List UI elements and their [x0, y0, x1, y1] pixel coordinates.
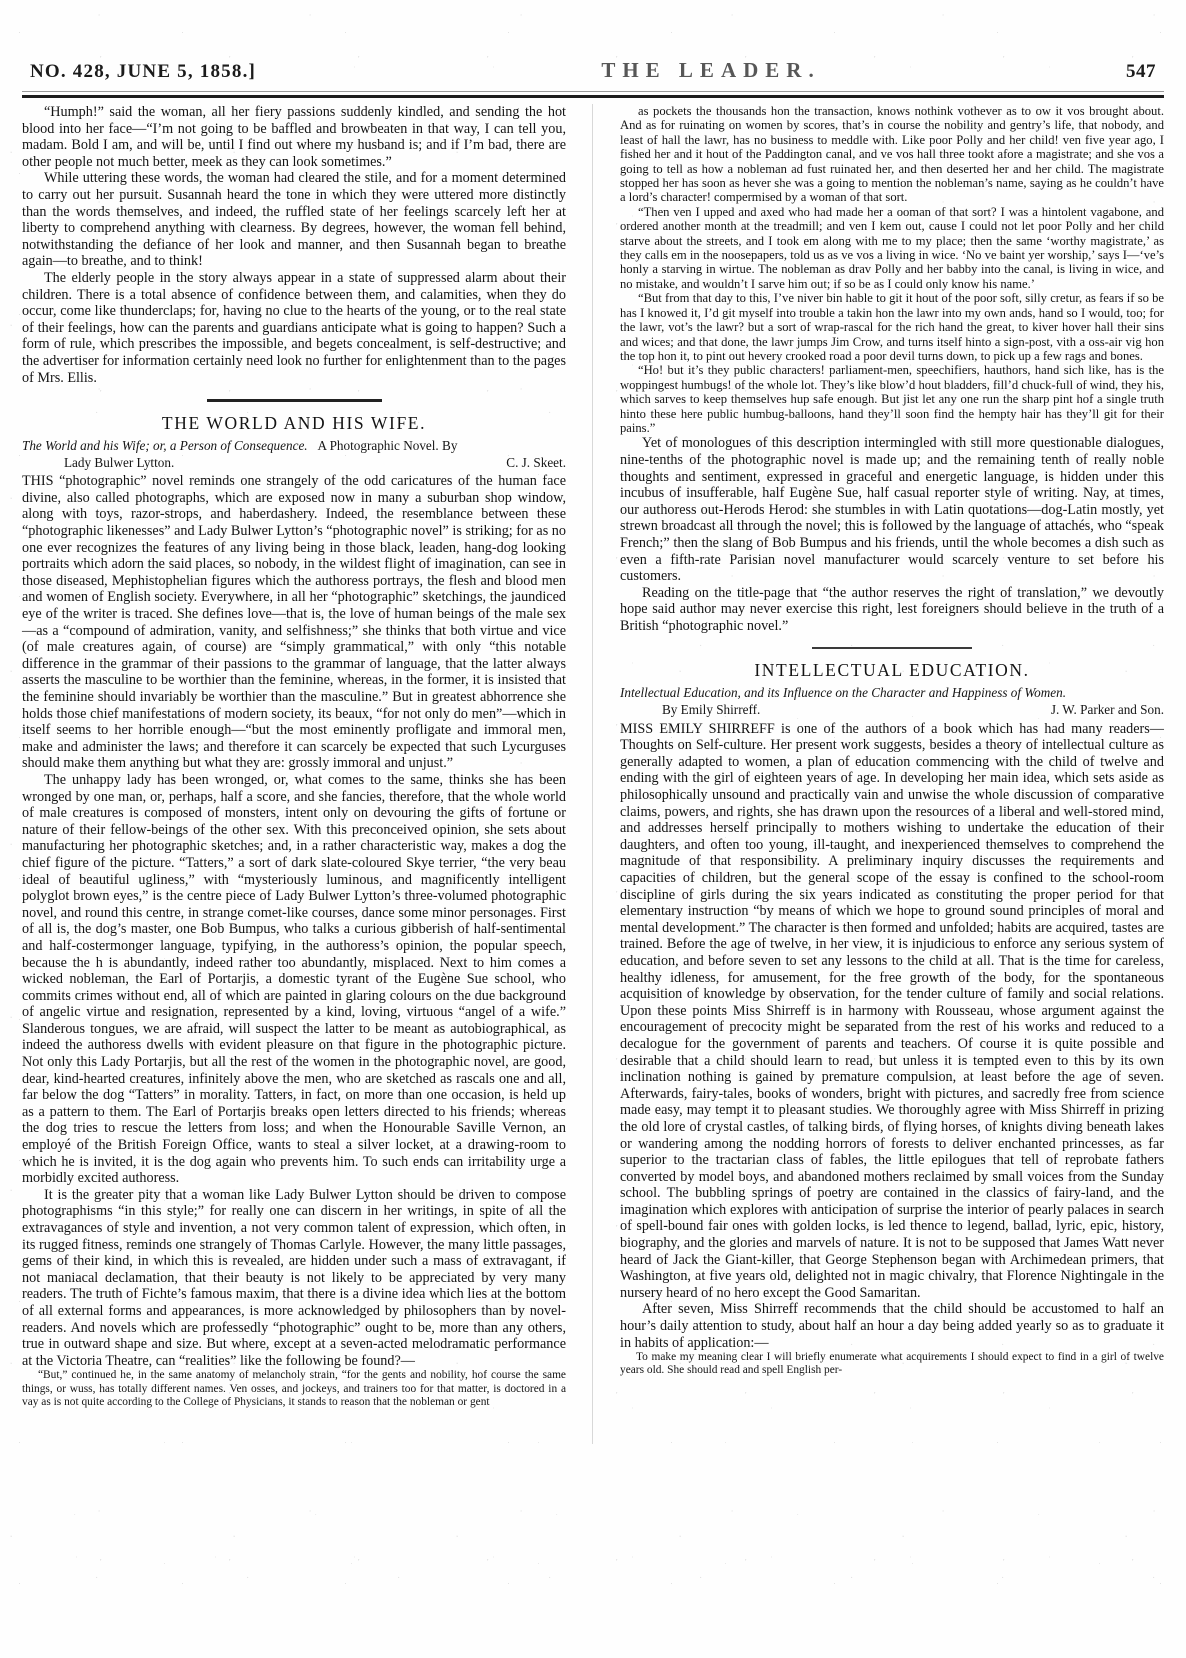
paragraph: Yet of monologues of this description intermingled with still more questionable dialogues, nine-tenths of the photographic novel is made up; and the remaining tenth of really noble thoughts and sentiment, expressed in graceful and energetic language, is hidden under this incubus of insufferable, half Eugène Sue, half casual reporter style of writing. Nay, at times, our authoress out-Herods Herod: she stumbles in with Latin quotations—dog-Latin mostly, yet strewn broadcast all through the novel; this is followed by the language of attachés, who “speak French;” then the slang of Bob Bumpus and his friends, until the whole becomes a dish such as even a fifth-rate Parisian novel manufacturer would scarcely venture to set before his customers. — [620, 435, 1164, 585]
quoted-passage: “But from that day to this, I’ve niver bin hable to git it hout of the poor soft, silly cretur, as fears if so be has I knowed it, I’d git myself into trouble a takin hon the lawr into my own ands, hand so I would, too; for the lawr, vot’s the lawr? but a sort of wrap-rascal for the rich hand the great, to kiver hover hall their sins and wices; and that done, the lawr jumps Jim Crow, and turns itself hinto a sign-post, vith a oss-air vig hon the top hon it, to pint out hevery crooked road a poor devil turns down, to pick up a few rags and bones. — [620, 291, 1164, 363]
paragraph: The unhappy lady has been wronged, or, what comes to the same, thinks she has been wronged by one man, or, perhaps, half a score, and she fancies, therefore, that the whole world of male creatures is composed of monsters, intent only on devouring the gifts of fortune or nature of their fellow-beings of the other sex. With this preconceived opinion, she sets about manufacturing her photographic sketches; and, in a rather characteristic way, makes a dog the chief figure of the picture. “Tatters,” a sort of dark slate-coloured Skye terrier, “the very beau ideal of beautiful ugliness,” with “mysteriously luminous, and magnificently intelligent polyglot brown eyes,” is the centre piece of Lady Bulwer Lytton’s three-volumed photographic novel, and round this centre, in strange comet-like courses, dance some minor personages. First of all is, the dog’s master, one Bob Bumpus, who talks a curious gibberish of half-sentimental and half-costermonger language, typifying, in the authoress’s opinion, the popular speech, because the h is abundantly, indeed rather too abundantly, misplaced. Next to him comes a wicked nobleman, the Earl of Portarjis, a domestic tyrant of the Eugène Sue school, who commits crimes without end, all of which are painted in glaring colours on the due background of angelic virtue and resignation, represented by a kind, loving, virtuous “angel of a wife.” Slanderous tongues, we are afraid, will suspect the latter to be meant as autobiographical, as indeed the authoress dwells with evident pleasure on that figure in the photographic picture. Not only this Lady Portarjis, but all the rest of the women in the photographic novel, are good, dear, kind-hearted creatures, infinitely above the men, who are sketched as rascals one and all, far below the dog “Tatters” in morality. Tatters, in fact, on more than one occasion, is held up as a pattern to them. The Earl of Portarjis breaks open letters directed to his friends; whereas the dog tries to rescue the letters from loss; and when the Honourable Saville Vernon, an employé of the British Foreign Office, wants to steal a silver locket, at a drawing-room to which he is invited, it is the dog again who prevents him. To such ends can irritability urge a morbidly excited authoress. — [22, 771, 566, 1187]
biblio-line — [22, 438, 566, 454]
quoted-passage: “Ho! but it’s they public characters! parliament-men, speechifiers, hauthors, hand sich like, has is the woppingest humbugs! of the whole lot. They’s like blow’d hout bladders, fill’d chuck-full of wind, they his, which sarves to keep themselves hup safe enough. But jist let any one run the sharp pint hof a single truth hinto these here public humbug-balloons, hand they’ll soon find the hempty hair has they’ll git for their pains.” — [620, 363, 1165, 435]
paragraph: THIS “photographic” novel reminds one strangely of the odd caricatures of the human face divine, also called photographs, which are exposed now in many a suburban shop window, along with toys, razor-strops, and haberdashery. Indeed, the resemblance between these “photographic likenesses” and Lady Bulwer Lytton’s “photographic novel” is striking; for as no one ever recognizes the features of any living being in those black, leaden, hang-dog looking portraits which adorn the said places, so nobody, in the wildest flight of imagination, can see in those diseased, Mephistophelian figures which the authoress portrays, the flesh and blood men and women of English society. Everywhere, in all her “photographic” sketchings, the jaundiced eye of the writer is traced. She defines love—that is, the love of human beings of the male sex—as a “compound of admiration, vanity, and selfishness;” she thinks that both virtue and vice (of male creatures again, of course) are “simply grammatical,” with only “this notable difference in the grammar of their passions to the grammar of language, that the latter always asserts the masculine to be worthier than the feminine, whereas, in the former, it is insisted that the feminine should invariably be worthier than the masculine.” But in greatest abhorrence she holds those chief manifestations of modern society, its beaux, “for not only do men”—which in itself seems to her horrible enough—“but the most eminently profligate and immoral men, make and administer the laws; and therefore it can scarcely be expected that such Lycurguses should make them anything but what they are: grossly immoral and unjust.” — [22, 473, 566, 772]
paragraph: MISS EMILY SHIRREFF is one of the authors of a book which has had many readers—Thoughts on Self-culture. Her present work suggests, besides a theory of intellectual culture as generally adapted to women, a plan of education commencing with the child of twelve and ending with the girl of eighteen years of age. In developing her main idea, which sets aside as philosophically unsound and practically vain and unwise the whole discussion of comparative claims, powers, and rights, she has drawn upon the resources of a liberal and well-stored mind, and addresses herself principally to mothers wishing to undertake the education of their daughters, and often too young, ill-taught, and inexperienced themselves to comprehend the magnitude of that responsibility. A preliminary inquiry discusses the requirements and capacities of children, but the general scope of the essay is confined to the school-room discipline of girls during the six years indicated as constituting the proper period for that elementary instruction “by means of which we hope to ground sound principles of moral and mental development.” The character is then formed and unfolded; habits are acquired, tastes are trained. Before the age of twelve, in her view, it is injudicious to enforce any serious system of education, and before seven to set any lessons to the child at all. That is the time for careless, healthy idleness, for amusement, for the free growth of the body, for the spontaneous acquisition of knowledge by observation, for the tender culture of family and social relations. Upon these points Miss Shirreff is in harmony with Rousseau, whose argument against the encouragement of precocity might be separated from the rest of his works and reduced to a decalogue for the government of parents and teachers. Of course it is quite possible and desirable that a child should learn to read, but unless it is tempted even to this by its own inclination nothing is gained by premature compulsion, at least before the age of seven. Afterwards, fairy-tales, books of wonders, bright with pictures, and sacredly free from science made easy, may tempt it to pleasant studies. We thoroughly agree with Miss Shirreff in prizing the old lore of crystal castles, of talking birds, of flying horses, of knights diving beneath lakes or wandering among the nodding horrors of forests to deliver enchanted princesses, as far superior to the tractarian class of fables, the little epilogues that tell of reprobate fathers converted by model boys, and abandoned mothers reclaimed by small voices from the Sunday school. The bubbling springs of poetry are contained in the classics of fairy-land, and the imagination which explores with anticipation of surprise the interior of pearly palaces in search of spell-bound fair ones with golden locks, is led thence to legend, ballad, lyric, epic, history, biography, and the glories and marvels of nature. It is not to be supposed that James Watt never heard of Jack the Giant-killer, that George Stephenson began with Archimedean primers, that Washington, at five years old, delighted not in magic chivalry, that Florence Nightingale in the nursery heard of no hero except the Good Samaritan. — [620, 720, 1164, 1301]
masthead-issue-line: NO. 428, JUNE 5, 1858.] — [30, 61, 257, 82]
paragraph: It is the greater pity that a woman like Lady Bulwer Lytton should be driven to compose photographisms “in this style;” for really one can discern in her writings, in spite of all the extravagances of style and invention, a not very common talent of expression, which often, in its rugged fitness, reminds one strangely of Thomas Carlyle. However, the many little passages, gems of their kind, in which this is revealed, are hidden under such a mass of extravagant, if not maniacal declamation, that their beauty is not likely to be appreciated by very many readers. The truth of Fichte’s famous maxim, that there is a divine idea which lies at the bottom of all external forms and appearances, is more acknowledged by philosophers than by novel-readers. And novels which are professedly “photographic” ought to be, more than any others, true in outward shape and size. But where, except at a seven-acted melodramatic performance at the Victoria Theatre, can “realities” like the following be found?— — [22, 1186, 566, 1369]
paragraph: Reading on the title-page that “the author reserves the right of translation,” we devoutly hope said author may never exercise this right, lest foreigners should believe in the truth of a British “photographic novel.” — [620, 584, 1164, 634]
biblio-author: By Emily Shirreff. — [662, 702, 761, 718]
column-left — [22, 104, 578, 1444]
paragraph: While uttering these words, the woman had cleared the stile, and for a moment determined to carry out her pursuit. Susannah heard the tone in which they were uttered more distinctly than the words themselves, and indeed, the ruffled state of her feelings scarcely left her at liberty to comprehend anything with clearness. By degrees, however, the woman fell behind, notwithstanding the defiance of her look and manner, and then Susannah began to breathe again—to breathe, and to think! — [22, 170, 566, 270]
quoted-passage: “But,” continued he, in the same anatomy of melancholy strain, “for the gents and nobility, hof course the same things, or wuss, has totally different names. Ven osses, and jockeys, and trainers too for that matter, is doctored in a vay as is not quite according to the College of Physicians, it stands to reason that the nobleman or gent — [22, 1369, 566, 1408]
masthead-publication-title: THE LEADER. — [601, 58, 821, 82]
masthead-page-number: 547 — [1126, 61, 1156, 82]
article-columns — [22, 104, 1164, 1444]
section-divider-rule — [207, 399, 382, 402]
biblio-author: Lady Bulwer Lytton. — [64, 454, 175, 470]
quoted-passage: To make my meaning clear I will briefly enumerate what acquirements I should expect to find in a girl of twelve years old. She should read and spell English per- — [620, 1351, 1164, 1377]
biblio-publisher: J. W. Parker and Son. — [1050, 702, 1164, 718]
biblio-work-title: The World and his Wife; or, a Person of Consequence. — [22, 438, 308, 454]
paragraph: The elderly people in the story always appear in a state of suppressed alarm about their children. There is a total absence of confidence between them, and calamities, when they do occur, come like thunderclaps; for, having no clue to the hearts of the young, or to the real state of their feelings, how can the parents and guardians anticipate what is going to happen? Such a form of rule, which prescribes the impossible, and begets concealment, is self-destructive; and the advertiser for information certainly need look no further for enlightenment than to the pages of Mrs. Ellis. — [22, 269, 566, 386]
paragraph: “Humph!” said the woman, all her fiery passions suddenly kindled, and sending the hot blood into her face—“I’m not going to be baffled and browbeaten in that way, I can tell you, madam. Bold I am, and will be, until I find out where my husband is; and if I’m bad, there are other people not much better, meek as they can look sometimes.” — [22, 104, 566, 170]
biblio-description: A Photographic Novel. By — [317, 438, 458, 454]
masthead — [0, 58, 1186, 84]
paragraph: After seven, Miss Shirreff recommends that the child should be accustomed to half an hour’s daily attention to study, about half an hour a day being added yearly so as to graduate it in habits of application:— — [620, 1301, 1164, 1351]
article-title-world-and-his-wife: THE WORLD AND HIS WIFE. — [161, 413, 427, 434]
biblio-work-title: Intellectual Education, and its Influence on the Character and Happiness of Women. — [620, 685, 1066, 701]
biblio-publisher: C. J. Skeet. — [506, 454, 566, 470]
quoted-passage: as pockets the thousands hon the transaction, knows nothink vothever as to ow it vos brought about. And as for ruinating on women by scores, that’s in course the nobility and gentry’s life, that nobody, and least of hall the lawr, has no business to meddle with. Like poor Polly and her child! ven five year ago, I fished her and it hout of the Paddington canal, and ve vos hall three tookt afore a magistrate; and she vos a going to tell as how a nobleman ad fust ruinated her, and then deserted her and her child. The magistrate stopped her has soon as hever she was a going to mention the nobleman’s name, saying as he couldn’t have a lord’s character! compermised by a woman of that sort. — [620, 104, 1164, 205]
biblio-author-publisher-line — [22, 455, 566, 471]
column-right — [608, 104, 1164, 1444]
column-gutter-rule — [578, 104, 608, 1444]
biblio-author-publisher-line — [620, 702, 1164, 718]
quoted-passage: “Then ven I upped and axed who had made her a ooman of that sort? I was a hintolent vagabone, and ordered another month at the treadmill; and ven I kem out, cause I could not let poor Polly and her child starve about the streets, and I took em along with me to my place; then the same ‘worthy magistrate,’ as they calls em in the noosepapers, told us as ve vos a living in wice. ‘No ve baint yer worship,’ says I—‘ve’s honly a starving in wirtue. The nobleman as drav Polly and her babby into the canal, is living in wice, and no mistake, and wouldn’t I sarve him out; if so be as I could only know his name.’ — [620, 204, 1164, 291]
article-title-intellectual-education: INTELLECTUAL EDUCATION. — [754, 660, 1030, 681]
biblio-line — [620, 685, 1164, 701]
section-divider-rule — [812, 647, 972, 649]
masthead-divider-rule — [22, 95, 1164, 98]
